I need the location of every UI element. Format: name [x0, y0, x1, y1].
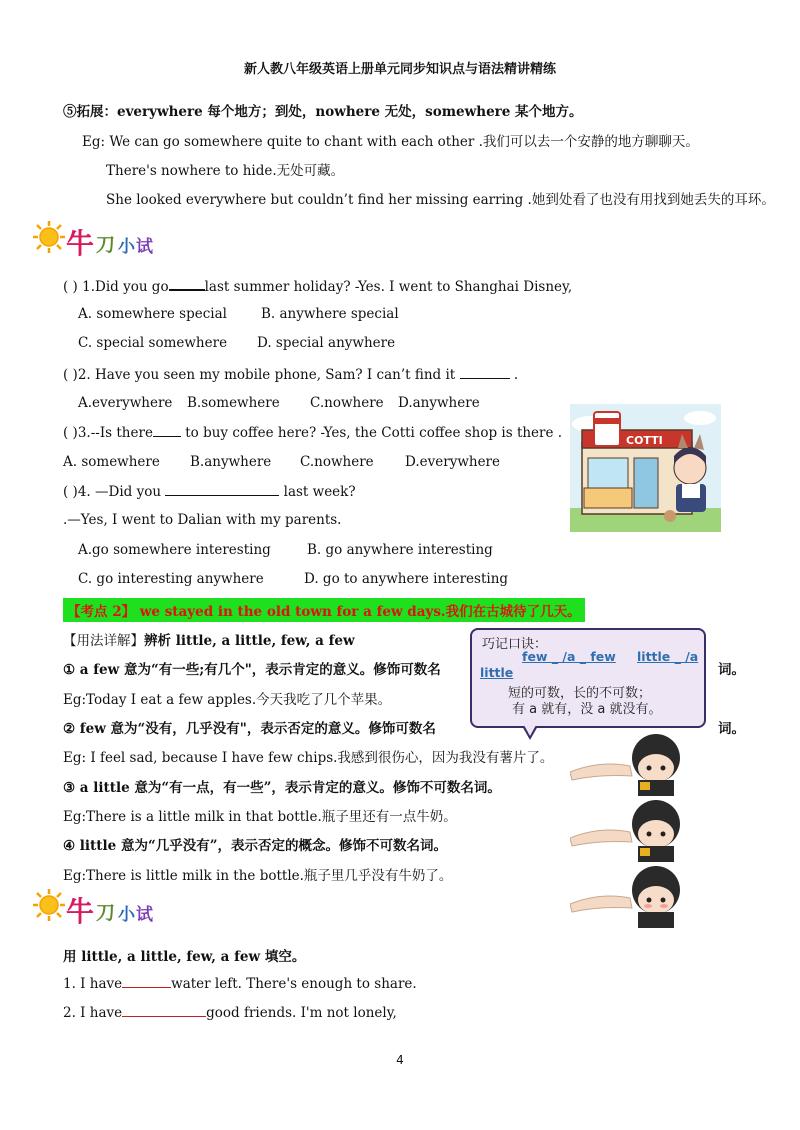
- cartoon-boy-3: [570, 866, 680, 928]
- option-d: D. special anywhere: [257, 335, 396, 351]
- usage-example-1: Eg:Today I eat a few apples.今天我吃了几个苹果。: [63, 692, 392, 708]
- usage-point-2: ② few 意为“没有，几乎没有"，表示否定的意义。修饰可数名: [63, 721, 436, 737]
- usage-point-2-end: 词。: [718, 721, 745, 737]
- option-a: A. somewhere: [63, 454, 160, 470]
- answer-blank[interactable]: [460, 366, 510, 379]
- question-text: to buy coffee here? -Yes, the Cotti coffee shop is there .: [185, 425, 563, 441]
- banner-char-xiao: 小: [118, 237, 135, 257]
- sun-icon: [32, 888, 66, 922]
- quiz1-question-1: [63, 277, 572, 295]
- extension-heading-label: 拓展：: [76, 104, 117, 120]
- question-text: ( )4. —Did you: [63, 484, 162, 500]
- extension-example-2: There's nowhere to hide.无处可藏。: [106, 163, 345, 179]
- banner-char-shi: 试: [136, 237, 153, 257]
- option-c: C. go interesting anywhere: [78, 571, 264, 587]
- question-text: ( )2. Have you seen my mobile phone, Sam? I can’t find it: [63, 367, 456, 383]
- option-d: D.anywhere: [398, 395, 480, 411]
- answer-blank[interactable]: [165, 483, 279, 496]
- banner-char-dao: 刀: [96, 234, 116, 256]
- question-text: 1. I have: [63, 976, 123, 992]
- option-b: B. go anywhere interesting: [307, 542, 493, 558]
- mnemonic-title: 巧记口诀：: [482, 637, 548, 652]
- question-text: water left. There's enough to share.: [171, 976, 417, 992]
- banner-char-dao: 刀: [96, 902, 116, 924]
- extension-example-3: She looked everywhere but couldn’t find her missing earring .她到处看了也没有用找到她丢失的耳环。: [106, 192, 775, 208]
- banner-char-niu: 牛: [66, 895, 95, 928]
- usage-example-4: Eg:There is little milk in the bottle.瓶子里几乎没有牛奶了。: [63, 868, 453, 884]
- usage-title-bracket: 【用法详解】: [63, 633, 144, 649]
- extension-example-1: Eg: We can go somewhere quite to chant with each other .我们可以去一个安静的地方聊聊天。: [82, 134, 699, 150]
- question-text: .: [513, 367, 519, 383]
- option-c: C.nowhere: [300, 454, 374, 470]
- mnemonic-callout: [470, 628, 706, 728]
- usage-example-3: Eg:There is a little milk in that bottle.瓶子里还有一点牛奶。: [63, 809, 457, 825]
- usage-title-text: 辨析 little, a little, few, a few: [144, 633, 355, 649]
- mnemonic-rule-2: 有 a 就有，没 a 就没有。: [512, 702, 662, 717]
- question-text: ( ) 1.Did you go: [63, 279, 169, 295]
- answer-blank[interactable]: [153, 424, 181, 437]
- cartoon-boy-1: [570, 734, 680, 796]
- question-text: good friends. I'm not lonely,: [206, 1005, 397, 1021]
- question-text: last week?: [283, 484, 356, 500]
- option-c: C. special somewhere: [78, 335, 228, 351]
- option-b: B. anywhere special: [261, 306, 399, 322]
- usage-example-2: Eg: I feel sad, because I have few chips.我感到很伤心，因为我没有薯片了。: [63, 750, 554, 766]
- usage-title: [63, 629, 355, 649]
- sun-icon: [32, 220, 66, 254]
- banner-char-niu: 牛: [66, 227, 95, 260]
- option-b: B.anywhere: [190, 454, 272, 470]
- fill-blank-question-1: [63, 975, 417, 992]
- usage-point-1: ① a few 意为“有一些;有几个"，表示肯定的意义。修饰可数名: [63, 662, 441, 678]
- coffee-shop-illustration: [570, 404, 721, 532]
- quiz1-question-4: [63, 483, 356, 500]
- cartoon-boy-illustrations: [570, 730, 700, 930]
- circled-number-five: ⑤: [63, 104, 77, 120]
- option-a: A.go somewhere interesting: [78, 542, 271, 558]
- quiz1-question-3: [63, 424, 562, 441]
- mnemonic-little-line: little _ /a: [637, 649, 699, 664]
- usage-point-3: ③ a little 意为“有一点，有一些”，表示肯定的意义。修饰不可数名词。: [63, 780, 501, 796]
- mnemonic-little-word: little: [480, 665, 514, 680]
- fill-blank-instructions: 用 little, a little, few, a few 填空。: [63, 949, 306, 965]
- banner-char-shi: 试: [136, 905, 153, 925]
- option-c: C.nowhere: [310, 395, 384, 411]
- mnemonic-rule-1: 短的可数，长的不可数；: [508, 686, 652, 701]
- question-4-response: .—Yes, I went to Dalian with my parents.: [63, 512, 342, 528]
- callout-pointer-fill: [524, 725, 536, 736]
- question-text: 2. I have: [63, 1005, 123, 1021]
- extension-heading-text: everywhere 每个地方；到处，nowhere 无处，somewhere 某个地方。: [117, 104, 583, 120]
- banner-char-xiao: 小: [118, 905, 135, 925]
- answer-blank[interactable]: [122, 1004, 206, 1017]
- page-header: 新人教八年级英语上册单元同步知识点与语法精讲精练: [243, 62, 556, 77]
- answer-blank[interactable]: [169, 277, 205, 291]
- page-number: 4: [396, 1053, 404, 1067]
- option-b: B.somewhere: [187, 395, 280, 411]
- extension-heading: [63, 100, 583, 120]
- shop-sign-text: COTTI: [626, 434, 663, 447]
- cartoon-boy-2: [570, 800, 680, 862]
- question-text: last summer holiday? -Yes. I went to Shanghai Disney,: [204, 279, 573, 295]
- quiz1-question-2: [63, 366, 518, 383]
- option-d: D. go to anywhere interesting: [304, 571, 509, 587]
- usage-point-4: ④ little 意为“几乎没有”，表示否定的概念。修饰不可数名词。: [63, 838, 447, 854]
- option-d: D.everywhere: [405, 454, 501, 470]
- key-point-2-banner: 【考点 2】 we stayed in the old town for a few days.我们在古城待了几天。: [63, 598, 585, 622]
- option-a: A.everywhere: [78, 395, 173, 411]
- option-a: A. somewhere special: [78, 306, 227, 322]
- question-text: ( )3.--Is there: [63, 425, 153, 441]
- fill-blank-question-2: [63, 1004, 397, 1021]
- mnemonic-few-line: few _ /a _ few: [522, 649, 616, 664]
- usage-point-1-end: 词。: [718, 662, 745, 678]
- answer-blank[interactable]: [122, 975, 171, 988]
